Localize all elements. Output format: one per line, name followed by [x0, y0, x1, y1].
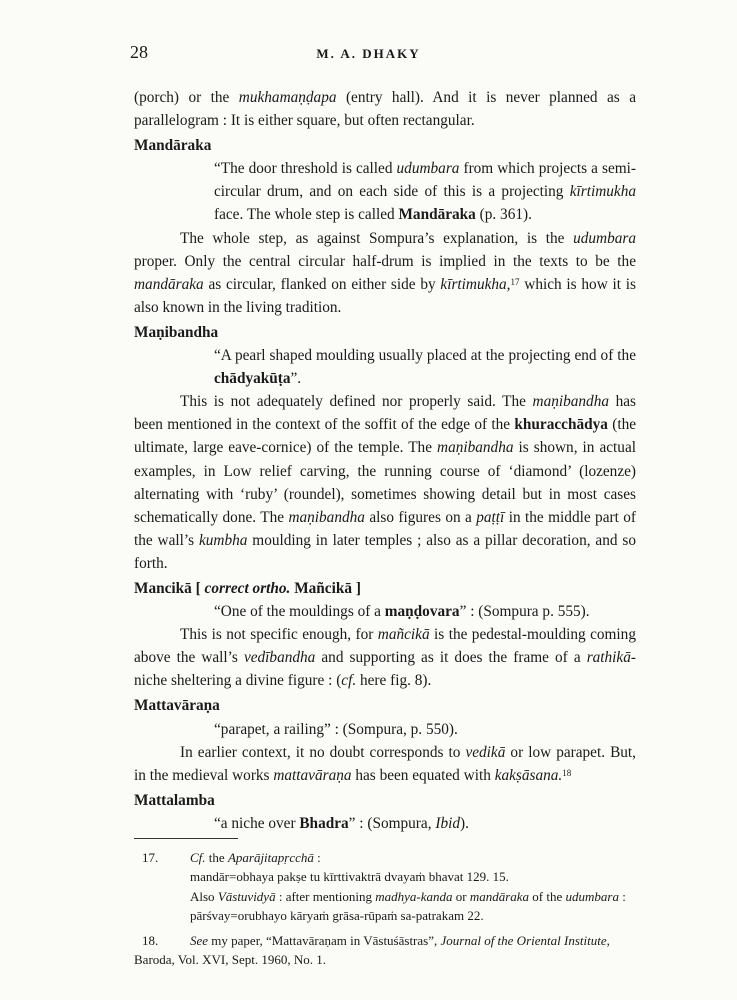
footnote-ref-17: 17 — [510, 276, 520, 287]
definition-quote-mandaraka: “The door threshold is called udumbara from which projects a semi-circular drum, and on each side of this is a projecting kīrtimukha face. The whole step is called Mandāraka (p. 361). — [214, 160, 636, 224]
footnotes — [134, 848, 636, 970]
commentary-mancika: This is not specific enough, for mañcikā is the pedestal-moulding coming above the wall’s vedībandha and supporting as it does the frame of a rathikā-niche sheltering a divine figure : (cf. here fig. 8). — [134, 626, 636, 690]
intro-paragraph: (porch) or the mukhamaṇḍapa (entry hall). And it is never planned as a parallelogram : It is either square, but often rectangular. — [134, 89, 636, 130]
page-number: 28 — [130, 42, 148, 62]
definition-quote-manibandha: “A pearl shaped moulding usually placed at the projecting end of the chādyakūṭa”. — [214, 347, 636, 388]
entry-heading-mandaraka: Mandāraka — [134, 137, 212, 155]
entry-heading-manibandha: Maṇibandha — [134, 323, 219, 341]
definition-quote-mattalamba: “a niche over Bhadra” : (Sompura, Ibid). — [214, 814, 469, 832]
footnote-17-note: Also Vāstuvidyā : after mentioning madhya-kanda or mandāraka of the udumbara : — [190, 888, 626, 904]
entry-heading-mattalamba: Mattalamba — [134, 791, 215, 809]
definition-quote-mancika: “One of the mouldings of a maṇḍovara” : (Sompura p. 555). — [214, 603, 590, 621]
commentary-mandaraka: The whole step, as against Sompura’s explanation, is the udumbara proper. Only the central circular half-drum is implied in the texts to be the mandāraka as circular, flanked on either side by kīrtimukha,$^{17}$ which is how it is also known in the living tradition. — [134, 229, 636, 316]
footnote-number: 17. — [142, 850, 159, 865]
footnote-17-verse-2: pārśvay=orubhayo kāryaṁ grāsa-rūpaṁ sa-patrakam 22. — [190, 907, 484, 923]
running-head: M. A. DHAKY — [316, 46, 421, 61]
footnote-17-verse-1: mandār=obhaya pakṣe tu kīrttivaktrā dvayaṁ bhavat 129. 15. — [190, 869, 509, 885]
commentary-manibandha: This is not adequately defined nor properly said. The maṇibandha has been mentioned in the context of the soffit of the edge of the khuracchādya (the ultimate, large eave-cornice) of the temple. The maṇibandha is shown, in actual examples, in Low relief carving, the running course of ‘diamond’ (lozenze) alternating with ‘ruby’ (roundel), sometimes showing detail but in most cases schematically done. The maṇibandha also figures on a paṭṭī in the middle part of the wall’s kumbha moulding in later temples ; also as a pillar decoration, and so forth. — [134, 393, 637, 572]
footnote-divider — [134, 838, 238, 839]
page-header — [0, 42, 737, 68]
footnote-number: 18. — [142, 933, 159, 949]
entry-heading-mancika: Mancikā [ correct ortho. Mañcikā ] — [134, 579, 361, 597]
body-text — [134, 86, 636, 835]
definition-quote-mattavarana: “parapet, a railing” : (Sompura, p. 550). — [214, 720, 458, 738]
footnote-18: 18. See my paper, “Mattavāraṇam in Vāstuśāstras”, Journal of the Oriental Institute, Baroda, Vol. XVI, Sept. 1960, No. 1. — [134, 933, 610, 968]
footnote-17: 17. Cf. the Aparājitapṛcchā : — [134, 848, 636, 867]
commentary-mattavarana: In earlier context, it no doubt corresponds to vedikā or low parapet. But, in the medieval works mattavāraṇa has been equated with kakṣāsana.$^{18}$ — [134, 743, 636, 784]
footnote-ref-18: 18 — [562, 767, 572, 778]
entry-heading-mattavarana: Mattavāraṇa — [134, 697, 220, 715]
